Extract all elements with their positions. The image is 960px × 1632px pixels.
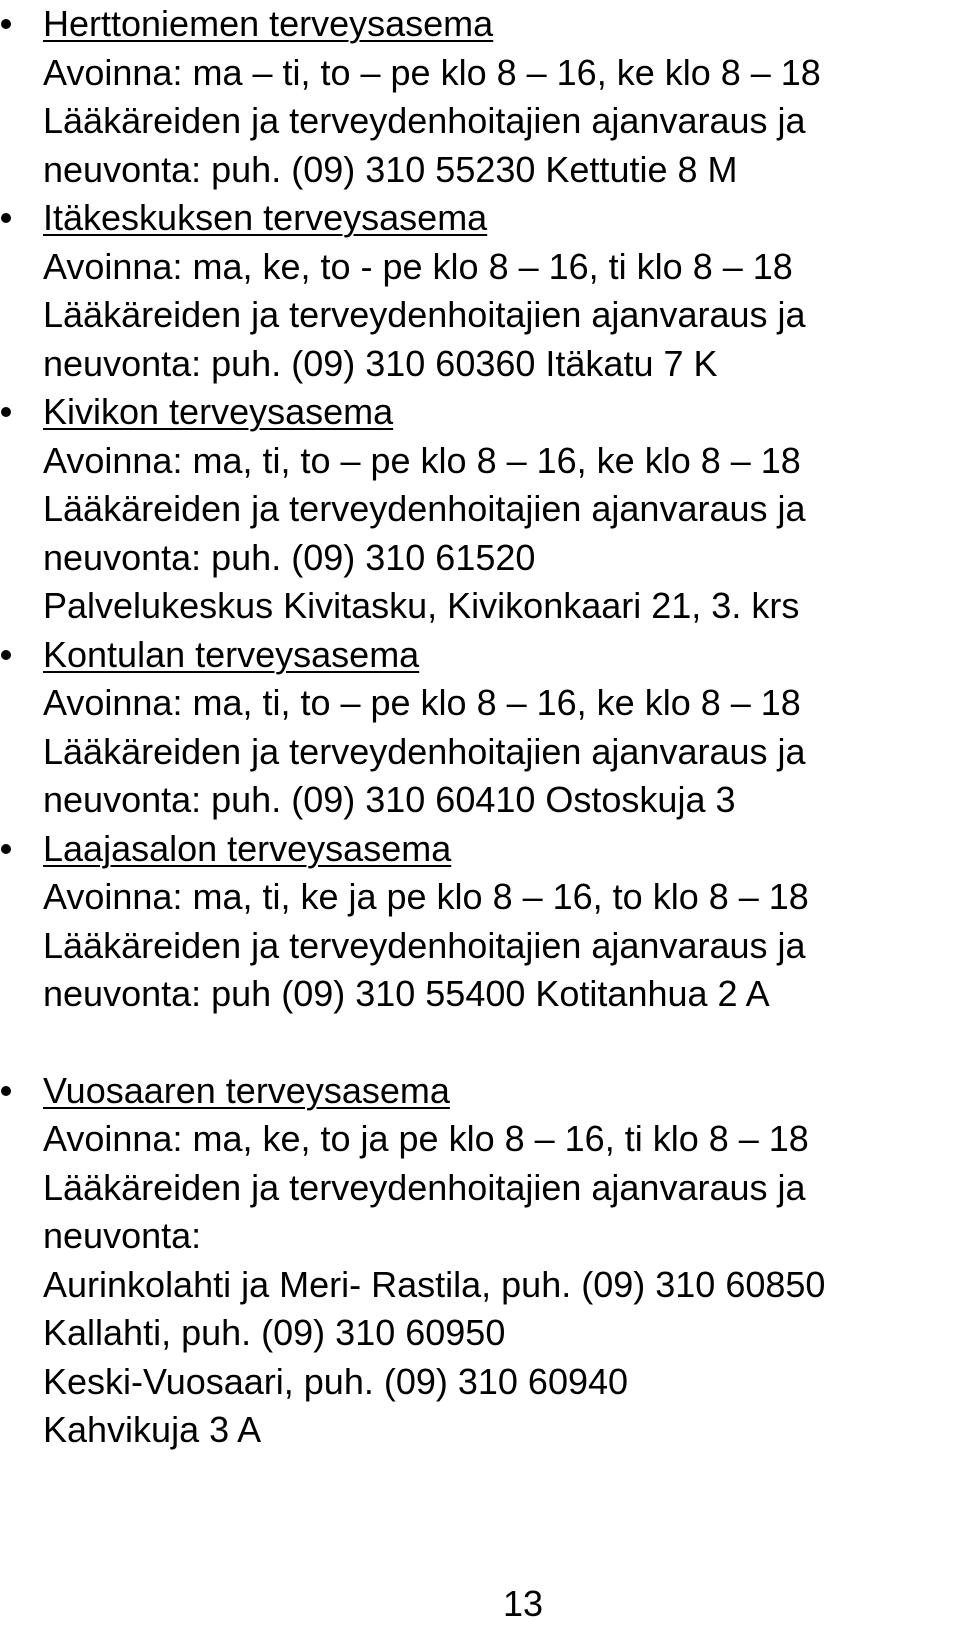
station-name: Kontulan terveysasema [43, 633, 420, 675]
info-text: Lääkäreiden ja terveydenhoitajien ajanvaraus ja [43, 488, 806, 529]
page-number: 13 [502, 1583, 544, 1624]
contact-phone: Aurinkolahti ja Meri- Rastila, puh. (09) 310 60850 [43, 1263, 826, 1305]
contact-address: neuvonta: puh (09) 310 55400 Kotitanhua 2 A [43, 973, 770, 1014]
list-item [0, 1067, 960, 1455]
contact-address: neuvonta: puh. (09) 310 60410 Ostoskuja 3 [43, 779, 736, 820]
bullet-icon [1, 1086, 11, 1096]
opening-hours: Avoinna: ma – ti, to – pe klo 8 – 16, ke klo 8 – 18 [43, 51, 821, 93]
opening-hours: Avoinna: ma, ti, ke ja pe klo 8 – 16, to klo 8 – 18 [43, 876, 809, 917]
address: Kahvikuja 3 A [43, 1409, 262, 1450]
info-text: Lääkäreiden ja terveydenhoitajien ajanvaraus ja [43, 294, 806, 335]
bullet-icon [1, 650, 11, 660]
address: Palvelukeskus Kivitasku, Kivikonkaari 21, 3. krs [43, 585, 800, 626]
contact-phone: Kallahti, puh. (09) 310 60950 [43, 1312, 506, 1353]
info-text: neuvonta: [43, 1215, 202, 1256]
opening-hours: Avoinna: ma, ti, to – pe klo 8 – 16, ke klo 8 – 18 [43, 439, 801, 481]
contact-phone: Keski-Vuosaari, puh. (09) 310 60940 [43, 1360, 629, 1402]
list-item [0, 825, 960, 1019]
bullet-icon [1, 844, 11, 854]
opening-hours: Avoinna: ma, ke, to ja pe klo 8 – 16, ti klo 8 – 18 [43, 1118, 809, 1159]
station-name: Laajasalon terveysasema [43, 827, 452, 869]
info-text: Lääkäreiden ja terveydenhoitajien ajanvaraus ja [43, 100, 806, 141]
opening-hours: Avoinna: ma, ti, to – pe klo 8 – 16, ke klo 8 – 18 [43, 682, 801, 723]
contact-address: neuvonta: puh. (09) 310 60360 Itäkatu 7 K [43, 342, 718, 384]
opening-hours: Avoinna: ma, ke, to - pe klo 8 – 16, ti klo 8 – 18 [43, 245, 793, 287]
station-name: Itäkeskuksen terveysasema [43, 197, 488, 238]
bullet-icon [1, 19, 11, 29]
station-name: Herttoniemen terveysasema [43, 3, 494, 44]
contact-address: neuvonta: puh. (09) 310 55230 Kettutie 8 M [43, 148, 738, 190]
station-name: Vuosaaren terveysasema [43, 1069, 450, 1111]
info-text: Lääkäreiden ja terveydenhoitajien ajanvaraus ja [43, 924, 806, 966]
bullet-icon [1, 213, 11, 223]
list-item [0, 388, 960, 631]
list-item [0, 0, 960, 194]
bullet-icon [1, 407, 11, 417]
list-item [0, 194, 960, 388]
list-item [0, 631, 960, 825]
station-name: Kivikon terveysasema [43, 391, 394, 432]
info-text: Lääkäreiden ja terveydenhoitajien ajanvaraus ja [43, 730, 806, 772]
info-text: Lääkäreiden ja terveydenhoitajien ajanvaraus ja [43, 1166, 806, 1208]
contact-phone: neuvonta: puh. (09) 310 61520 [43, 536, 536, 578]
